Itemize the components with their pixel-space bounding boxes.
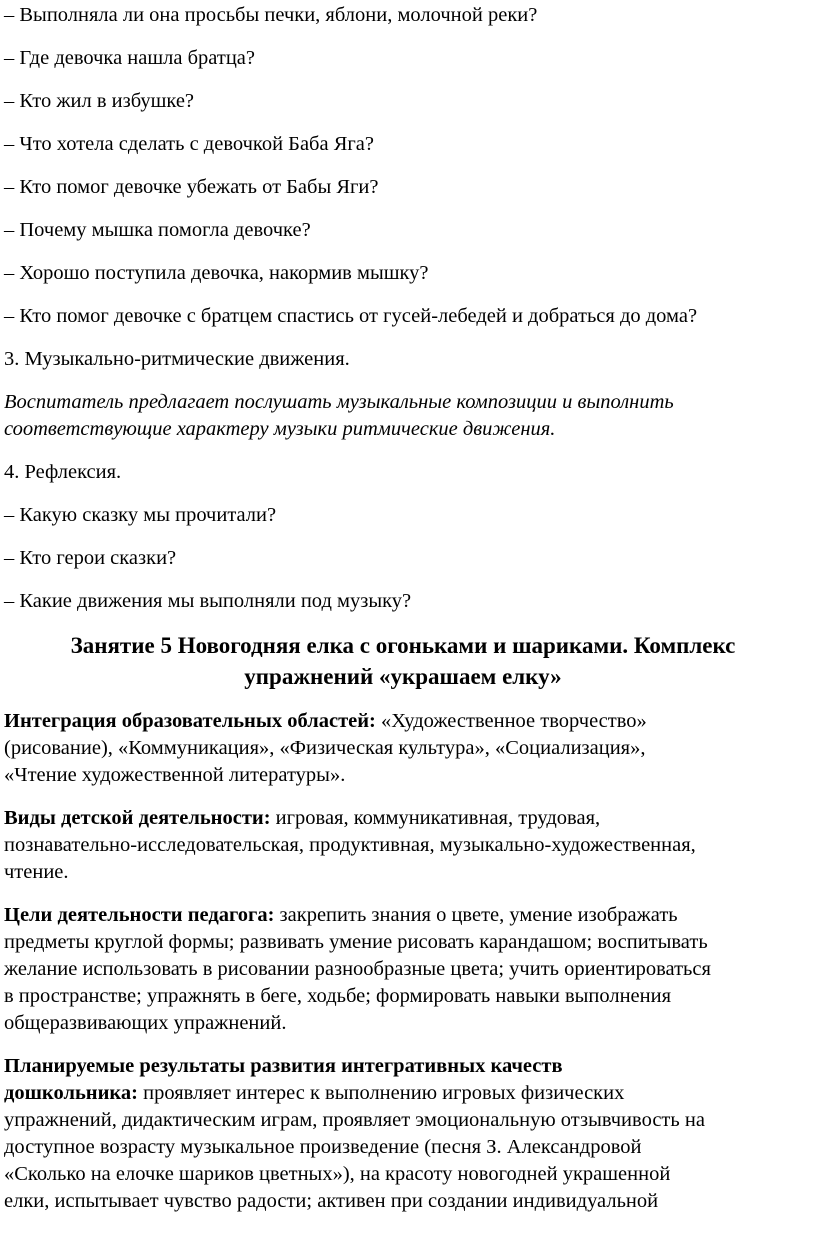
question-line: – Какие движения мы выполняли под музыку? — [4, 590, 412, 612]
results-text: упражнений, дидактическим играм, проявляет эмоциональную отзывчивость на — [4, 1109, 705, 1131]
results-label: дошкольника: — [4, 1082, 138, 1104]
activities-paragraph — [4, 805, 600, 832]
question-line: – Какую сказку мы прочитали? — [4, 504, 277, 526]
lesson-heading: Занятие 5 Новогодняя елка с огоньками и шариками. Комплекс — [70, 633, 736, 658]
question-line: – Выполняла ли она просьбы печки, яблони, молочной реки? — [4, 4, 538, 26]
question-line: – Хорошо поступила девочка, накормив мышку? — [4, 262, 429, 284]
results-paragraph — [4, 1080, 624, 1107]
goals-text: предметы круглой формы; развивать умение рисовать карандашом; воспитывать — [4, 931, 708, 953]
question-line: – Что хотела сделать с девочкой Баба Яга? — [4, 133, 374, 155]
results-text: доступное возрасту музыкальное произведение (песня З. Александровой — [4, 1136, 642, 1158]
integration-label: Интеграция образовательных областей: — [4, 710, 376, 732]
question-line: – Кто помог девочке убежать от Бабы Яги? — [4, 176, 379, 198]
results-text: елки, испытывает чувство радости; активен при создании индивидуальной — [4, 1190, 659, 1212]
goals-paragraph — [4, 902, 678, 929]
results-text: «Сколько на елочке шариков цветных»), на красоту новогодней украшенной — [4, 1163, 671, 1185]
question-line: – Почему мышка помогла девочке? — [4, 219, 311, 241]
question-line: – Кто герои сказки? — [4, 547, 177, 569]
instruction-text: Воспитатель предлагает послушать музыкальные композиции и выполнить — [4, 391, 674, 413]
goals-text: желание использовать в рисовании разнообразные цвета; учить ориентироваться — [4, 958, 711, 980]
activities-text: игровая, коммуникативная, трудовая, — [270, 807, 601, 829]
activities-label: Виды детской деятельности: — [4, 807, 271, 829]
results-text: проявляет интерес к выполнению игровых физических — [138, 1082, 625, 1104]
section-title: 3. Музыкально-ритмические движения. — [4, 348, 350, 370]
question-line: – Кто помог девочке с братцем спастись от гусей-лебедей и добраться до дома? — [4, 305, 698, 327]
integration-text: (рисование), «Коммуникация», «Физическая культура», «Социализация», — [4, 737, 646, 759]
goals-text: в пространстве; упражнять в беге, ходьбе; формировать навыки выполнения — [4, 985, 672, 1007]
goals-text: общеразвивающих упражнений. — [4, 1012, 287, 1034]
section-title: 4. Рефлексия. — [4, 461, 122, 483]
integration-text: «Художественное творчество» — [375, 710, 647, 732]
instruction-text: соответствующие характеру музыки ритмические движения. — [4, 418, 556, 440]
lesson-heading: упражнений «украшаем елку» — [244, 664, 562, 689]
question-line: – Кто жил в избушке? — [4, 90, 195, 112]
results-label: Планируемые результаты развития интегративных качеств — [4, 1055, 563, 1077]
activities-text: чтение. — [4, 861, 69, 883]
integration-paragraph — [4, 708, 647, 735]
goals-label: Цели деятельности педагога: — [4, 904, 275, 926]
goals-text: закрепить знания о цвете, умение изображать — [274, 904, 678, 926]
integration-text: «Чтение художественной литературы». — [4, 764, 346, 786]
question-line: – Где девочка нашла братца? — [4, 47, 255, 69]
activities-text: познавательно-исследовательская, продуктивная, музыкально-художественная, — [4, 834, 696, 856]
